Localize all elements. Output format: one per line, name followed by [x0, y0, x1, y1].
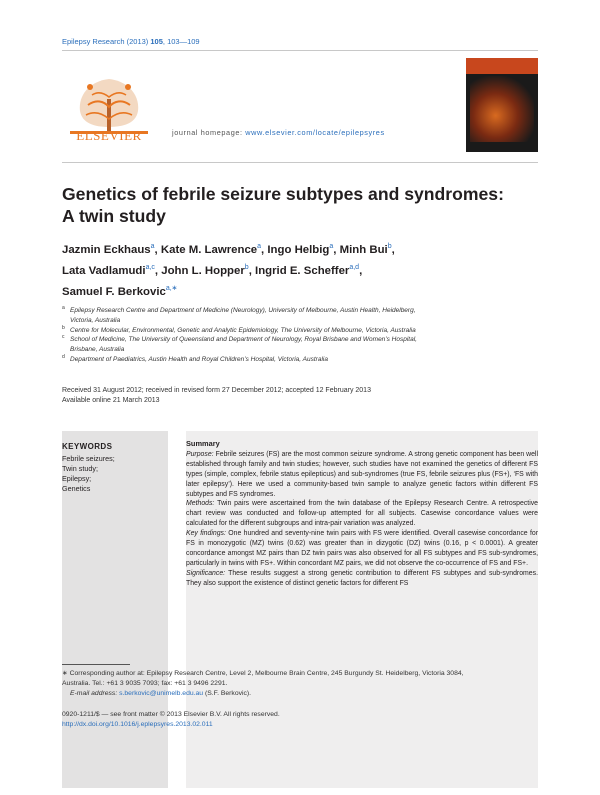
- author-name: Ingrid E. Scheffer: [255, 264, 350, 277]
- author-affiliation-marker[interactable]: a: [329, 243, 334, 250]
- author-affiliation-marker[interactable]: b: [387, 243, 392, 250]
- author-line-2: [62, 259, 542, 280]
- author-name: Kate M. Lawrence: [160, 243, 258, 256]
- copyright-line: 0920-1211/$ — see front matter © 2013 Elsevier B.V. All rights reserved.: [62, 711, 280, 718]
- abstract-purpose: [186, 450, 538, 500]
- title-line-1: Genetics of febrile seizure subtypes and syndromes:: [62, 184, 504, 204]
- significance-text: These results suggest a strong genetic contribution to different FS subtypes and sub-syndromes. They also support the existence of distinct genetic factors for different FS: [186, 569, 538, 587]
- received-dates: Received 31 August 2012; received in revised form 27 December 2012; accepted 12 February 2013: [62, 387, 371, 394]
- affiliation-text: Centre for Molecular, Environmental, Genetic and Analytic Epidemiology, The University of Melbourne, Victoria, Australia: [70, 326, 416, 334]
- author-separator: ,: [333, 243, 340, 256]
- author-separator: ,: [391, 243, 395, 256]
- email-link[interactable]: s.berkovic@unimelb.edu.au: [119, 690, 204, 697]
- author-affiliation-marker[interactable]: a,c: [145, 263, 155, 271]
- abstract-methods: [186, 499, 538, 529]
- methods-text: Twin pairs were ascertained from the twin database of the Epilepsy Research Centre. A retrospective chart review was conducted and follow-up attempted for all subjects. Casewise concordance values were calculated for the different subgroups and intra-pair variation was analyzed.: [186, 500, 539, 528]
- elsevier-wordmark: ELSEVIER: [76, 128, 142, 143]
- findings-text: One hundred and seventy-nine twin pairs with FS were identified. Overall casewise concordance for FS in monozygotic (MZ) twins (0.62) was greater than in dizygotic (DZ) twins (0.16, p < 0.0001). A greater concordance amongst MZ pairs than DZ twin pairs was also observed for all FS subtypes and FS sub-syndromes, particularly in twins with FS+. Within concordant MZ pairs, we did not observe the co-occurrence of FS and FS+.: [186, 530, 538, 567]
- doi-link[interactable]: http://dx.doi.org/10.1016/j.eplepsyres.2013.02.011: [62, 721, 213, 728]
- journal-volume: 105: [150, 37, 163, 46]
- affiliation-text: School of Medicine, The University of Queensland and Department of Neurology, Royal Brisbane and Women’s Hospital,: [70, 336, 417, 344]
- email-suffix: (S.F. Berkovic).: [203, 690, 252, 697]
- abstract-heading: Summary: [186, 439, 220, 448]
- cover-band: [466, 58, 538, 74]
- author-separator: ,: [248, 264, 256, 277]
- author-separator: ,: [359, 264, 363, 277]
- affiliation-item: [62, 326, 542, 336]
- affiliation-item: [62, 335, 542, 355]
- journal-name: Epilepsy Research (2013): [62, 37, 151, 46]
- article-title: [62, 183, 542, 227]
- author-name: John L. Hopper: [161, 264, 245, 277]
- author-separator: ,: [154, 264, 162, 277]
- keyword-item: Genetics: [62, 484, 91, 493]
- author-name: Minh Bui: [339, 243, 388, 256]
- keyword-item: Twin study;: [62, 464, 98, 473]
- affiliation-text-cont: Victoria, Australia: [70, 316, 121, 324]
- journal-reference[interactable]: [62, 37, 200, 46]
- cover-artwork: [470, 76, 534, 142]
- author-affiliation-marker[interactable]: b: [244, 263, 249, 271]
- methods-label: Methods:: [186, 500, 215, 508]
- corresponding-address: ∗ Corresponding author at: Epilepsy Research Centre, Level 2, Melbourne Brain Centre, 245 Burgundy St. Heidelberg, Victoria 3084,: [62, 670, 464, 677]
- author-affiliation-marker[interactable]: a: [150, 243, 155, 250]
- journal-cover-image: [466, 58, 538, 152]
- journal-pages: , 103—109: [162, 37, 200, 46]
- abstract-significance: [186, 569, 538, 589]
- author-line-1: [62, 238, 542, 259]
- purpose-label: Purpose:: [186, 450, 214, 458]
- affiliation-label: b: [62, 324, 65, 331]
- author-name: Lata Vadlamudi: [62, 264, 146, 277]
- title-line-2: A twin study: [62, 206, 166, 226]
- significance-label: Significance:: [186, 569, 226, 577]
- keywords-heading: KEYWORDS: [62, 442, 113, 451]
- affiliation-text: Epilepsy Research Centre and Department of Medicine (Neurology), University of Melbourne, Austin Health, Heidelberg,: [70, 307, 416, 314]
- purpose-text: Febrile seizures (FS) are the most common seizure syndrome. A strong genetic component has been well established through family and twin studies; however, such studies have not examined the genetics of different FS types (simple, complex, febrile status epilepticus) and sub-syndromes (true FS, febrile seizures plus (FS+), ‘FS with later epilepsy’). Here we used a community-based twin sample to analyze genetic factors within different FS subtypes and FS syndromes.: [186, 450, 538, 498]
- copyright-block: [62, 710, 280, 730]
- keyword-item: Febrile seizures;: [62, 454, 115, 463]
- abstract-panel: [186, 431, 538, 788]
- author-line-3: [62, 280, 542, 301]
- affiliation-label: d: [62, 353, 65, 360]
- article-history: [62, 386, 371, 406]
- affiliation-label: c: [62, 334, 65, 341]
- author-affiliation-marker[interactable]: a,∗: [165, 284, 178, 292]
- author-separator: ,: [154, 243, 161, 256]
- corresponding-author-footnote: [62, 669, 540, 699]
- findings-label: Key findings:: [186, 530, 226, 538]
- homepage-label: journal homepage:: [172, 128, 246, 137]
- author-name: Ingo Helbig: [267, 243, 330, 256]
- abstract-findings: [186, 529, 538, 569]
- author-name: Jazmin Eckhaus: [62, 243, 151, 256]
- affiliation-item: [62, 355, 542, 365]
- author-separator: ,: [261, 243, 268, 256]
- affiliation-label: a: [62, 305, 65, 311]
- affiliation-list: [62, 306, 542, 365]
- affiliation-text-cont: Brisbane, Australia: [70, 346, 125, 354]
- author-affiliation-marker[interactable]: a: [257, 243, 262, 250]
- corresponding-phone: Australia. Tel.: +61 3 9035 7093; fax: +61 3 9496 2291.: [62, 680, 228, 687]
- email-label: E-mail address:: [70, 690, 120, 697]
- journal-homepage[interactable]: [172, 128, 385, 137]
- keywords-panel: [62, 431, 168, 788]
- header-divider-top: [62, 50, 538, 51]
- author-list: [62, 238, 542, 300]
- author-affiliation-marker[interactable]: a,d: [349, 263, 360, 271]
- author-name: Samuel F. Berkovic: [62, 285, 166, 298]
- homepage-url[interactable]: www.elsevier.com/locate/epilepsyres: [245, 128, 385, 137]
- header-divider-bottom: [62, 162, 538, 163]
- footnote-divider: [62, 664, 130, 665]
- affiliation-text: Department of Paediatrics, Austin Health and Royal Children’s Hospital, Victoria, Australia: [70, 355, 328, 363]
- corresponding-email-line: [62, 689, 540, 699]
- affiliation-item: [62, 306, 542, 326]
- online-date: Available online 21 March 2013: [62, 397, 160, 404]
- keyword-item: Epilepsy;: [62, 474, 92, 483]
